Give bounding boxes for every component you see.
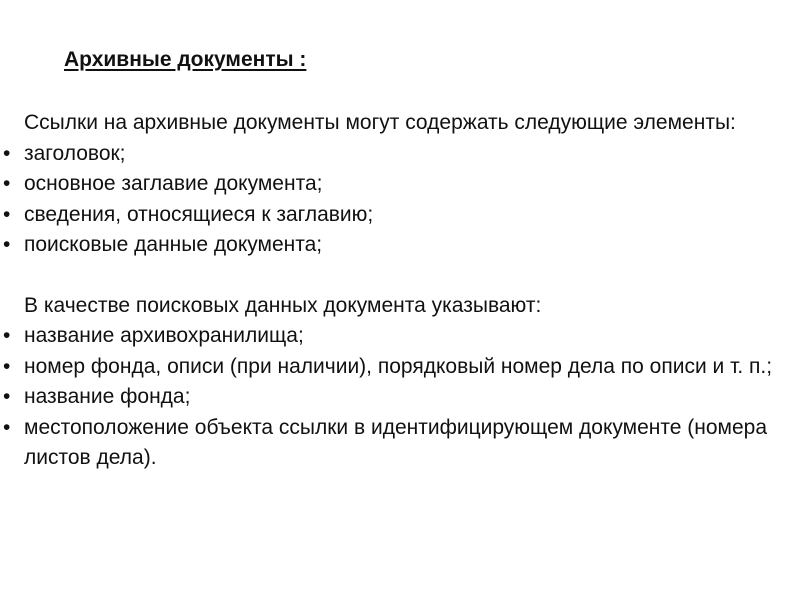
list-item <box>0 230 790 261</box>
list-item <box>0 382 790 413</box>
spacer <box>0 261 790 291</box>
slide-title: Архивные документы : <box>64 48 307 71</box>
list-item <box>0 200 790 231</box>
intro-paragraph: Ссылки на архивные документы могут содержать следующие элементы: <box>24 111 736 134</box>
list-item-text: название архивохранилища; <box>24 324 304 347</box>
list-item-text: основное заглавие документа; <box>24 172 323 195</box>
bullet-icon: • <box>3 202 11 226</box>
bullet-icon: • <box>3 415 11 439</box>
bullet-icon: • <box>3 324 11 347</box>
bullet-icon: • <box>3 141 11 165</box>
list-item-text: заголовок; <box>24 141 126 165</box>
list-item-text: номер фонда, описи (при наличии), порядковый номер дела по описи и т. п.; <box>24 354 773 378</box>
search-items-list <box>0 321 790 474</box>
elements-list <box>0 139 790 261</box>
list-item-text: название фонда; <box>24 385 191 408</box>
list-item-text: поисковые данные документа; <box>24 233 323 256</box>
list-item-text: местоположение объекта ссылки в идентифицирующем документе (номера листов дела). <box>24 415 768 469</box>
search-intro-paragraph: В качестве поисковых данных документа указывают: <box>24 293 542 317</box>
list-item <box>0 352 790 383</box>
bullet-icon: • <box>3 385 11 408</box>
slide-body <box>0 108 790 474</box>
bullet-icon: • <box>3 172 11 195</box>
list-item <box>0 139 790 170</box>
list-item-text: сведения, относящиеся к заглавию; <box>24 202 374 226</box>
bullet-icon: • <box>3 233 11 256</box>
list-item <box>0 321 790 352</box>
list-item <box>0 413 790 474</box>
list-item <box>0 169 790 200</box>
bullet-icon: • <box>3 354 11 378</box>
